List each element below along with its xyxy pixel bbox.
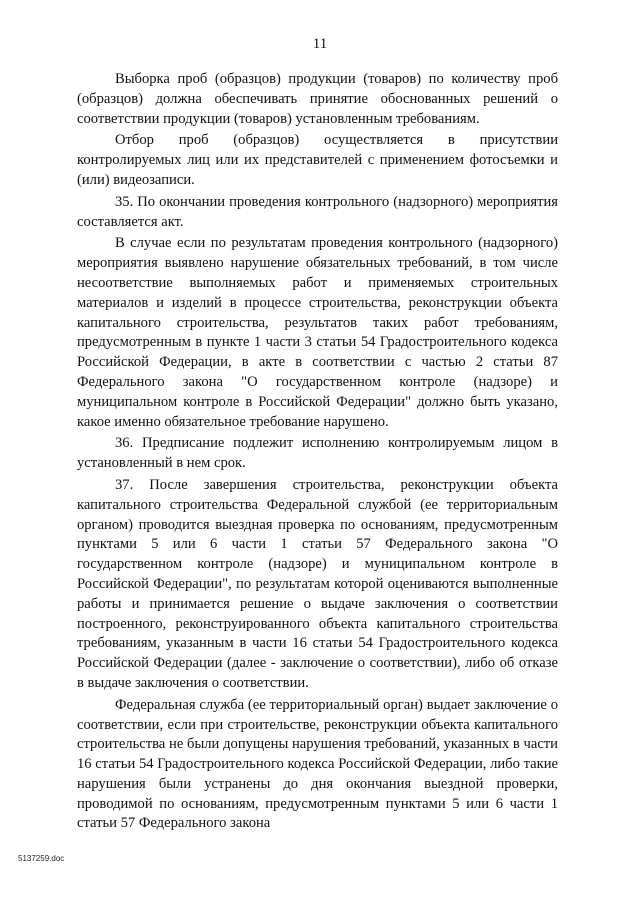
paragraph-sample-selection: Выборка проб (образцов) продукции (товаров) по количеству проб (образцов) должна обеспечивать принятие обоснованных решений о соответствии продукции (товаров) установленным требованиям. [77,71,558,127]
document-body [77,70,558,836]
footer-filename: 5137259.doc [18,854,65,863]
paragraph-item-37: 37. После завершения строительства, реконструкции объекта капитального строительства Федеральной службой (ее территориальным органом) проводится выездная проверка по основаниям, предусмотренным пунктами 5 или 6 части 1 статьи 57 Федерального закона "О государственном контроле (надзоре) и муниципальном контроле в Российской Федерации", по результатам которой оцениваются выполненные работы и принимается решение о выдаче заключения о соответствии построенного, реконструированного объекта капитального строительства требованиям, указанным в части 16 статьи 54 Градостроительного кодекса Российской Федерации (далее - заключение о соответствии), либо об отказе в выдаче заключения о соответствии. [77,476,558,691]
paragraph-violation-act: В случае если по результатам проведения контрольного (надзорного) мероприятия выявлено нарушение обязательных требований, в том числе несоответствие выполняемых работ и применяемых строительных материалов и изделий в процессе строительства, реконструкции объекта капитального строительства, результатов таких работ требованиям, предусмотренным в пункте 1 части 3 статьи 54 Градостроительного кодекса Российской Федерации, в акте в соответствии с частью 2 статьи 87 Федерального закона "О государственном контроле (надзоре) и муниципальном контроле в Российской Федерации" должно быть указано, какое именно обязательное требование нарушено. [77,235,558,430]
paragraph-item-36: 36. Предписание подлежит исполнению контролируемым лицом в установленный в нем срок. [77,435,558,472]
page-number: 11 [312,36,328,52]
paragraph-conformity-conclusion: Федеральная служба (ее территориальный орган) выдает заключение о соответствии, если при строительстве, реконструкции объекта капитального строительства не были допущены нарушения требований, указанных в части 16 статьи 54 Градостроительного кодекса Российской Федерации, либо такие нарушения были устранены до дня окончания выездной проверки, проводимой по основаниям, предусмотренным пунктами 5 или 6 части 1 статьи 57 Федерального закона [77,696,558,832]
paragraph-item-35: 35. По окончании проведения контрольного (надзорного) мероприятия составляется акт. [77,193,558,230]
paragraph-sampling-presence: Отбор проб (образцов) осуществляется в присутствии контролируемых лиц или их представителей с применением фотосъемки и (или) видеозаписи. [77,132,558,188]
